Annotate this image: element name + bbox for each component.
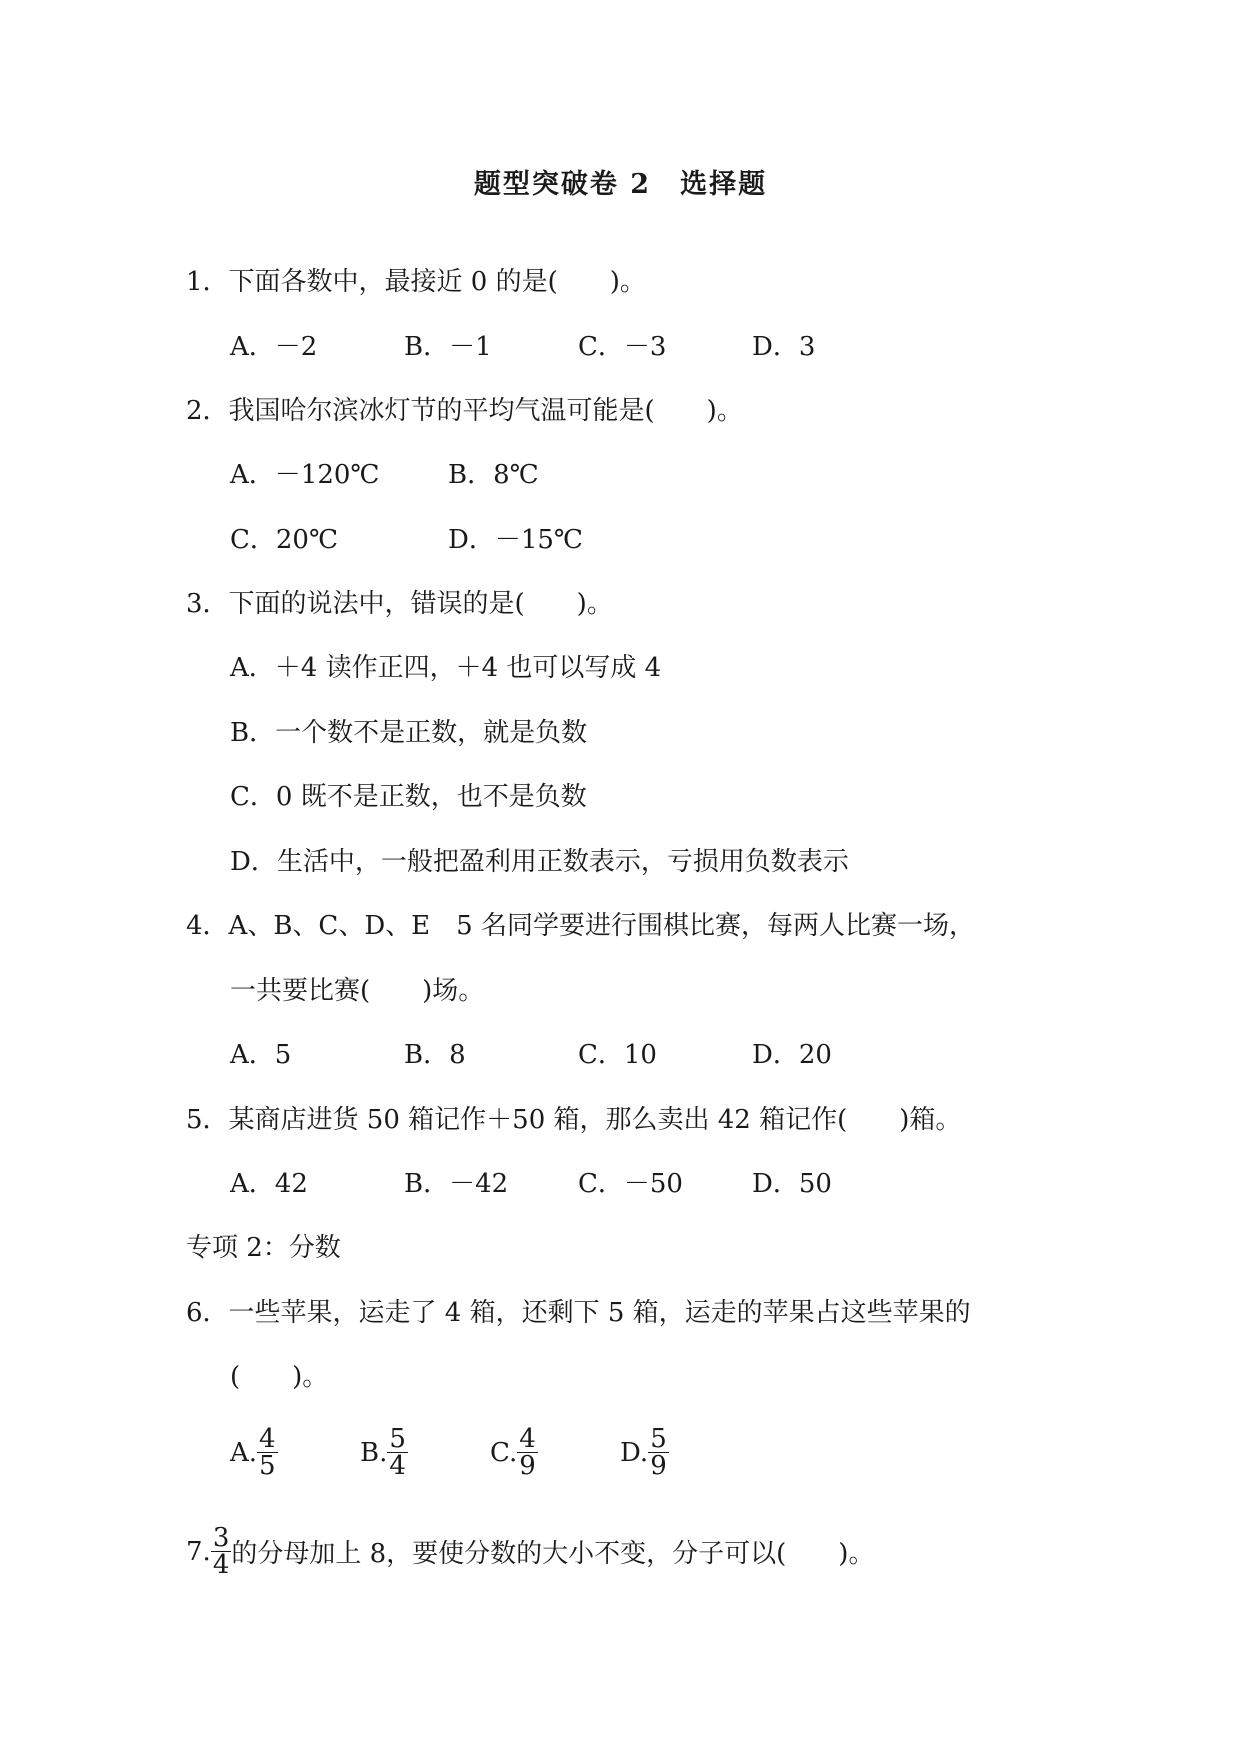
q4-option-c: C．10 bbox=[578, 1040, 657, 1070]
section-heading-fractions: 专项 2：分数 bbox=[186, 1233, 341, 1263]
question-6-stem-line1: 6．一些苹果，运走了 4 箱，还剩下 5 箱，运走的苹果占这些苹果的 bbox=[186, 1298, 971, 1328]
page-title: 题型突破卷 2 选择题 bbox=[473, 169, 768, 200]
fraction bbox=[517, 1426, 538, 1479]
fraction-numerator: 3 bbox=[212, 1523, 230, 1553]
q5-option-b: B．－42 bbox=[404, 1169, 509, 1199]
question-6-stem-line2: ( )。 bbox=[230, 1362, 329, 1392]
q3-option-b: B．一个数不是正数，就是负数 bbox=[230, 718, 588, 748]
q4-option-d: D．20 bbox=[752, 1040, 832, 1070]
fraction bbox=[211, 1525, 232, 1578]
question-5-stem: 5．某商店进货 50 箱记作＋50 箱，那么卖出 42 箱记作( )箱。 bbox=[186, 1105, 962, 1135]
q1-option-a: A．－2 bbox=[230, 332, 318, 362]
option-letter: A. bbox=[230, 1437, 258, 1468]
fraction-denominator: 4 bbox=[389, 1451, 406, 1481]
question-1-stem: 1．下面各数中，最接近 0 的是( )。 bbox=[186, 267, 646, 297]
q2-option-a: A．－120℃ bbox=[230, 460, 380, 490]
fraction-numerator: 4 bbox=[519, 1424, 536, 1454]
q4-option-b: B．8 bbox=[404, 1040, 466, 1070]
fraction-numerator: 4 bbox=[259, 1424, 276, 1454]
question-7-stem bbox=[186, 1525, 874, 1578]
fraction bbox=[648, 1426, 669, 1479]
option-letter: D. bbox=[620, 1437, 649, 1468]
q5-option-d: D．50 bbox=[752, 1169, 832, 1199]
question-3-stem: 3．下面的说法中，错误的是( )。 bbox=[186, 589, 613, 619]
q1-option-c: C．－3 bbox=[578, 332, 667, 362]
option-letter: B. bbox=[360, 1437, 388, 1468]
q2-option-c: C．20℃ bbox=[230, 525, 339, 555]
fraction bbox=[387, 1426, 408, 1479]
q2-option-d: D．－15℃ bbox=[448, 525, 584, 555]
q4-option-a: A．5 bbox=[230, 1040, 292, 1070]
fraction-numerator: 5 bbox=[650, 1424, 667, 1454]
question-4-stem-line2: 一共要比赛( )场。 bbox=[230, 976, 485, 1006]
fraction-denominator: 9 bbox=[650, 1451, 667, 1481]
question-4-stem-line1: 4．A、B、C、D、E 5 名同学要进行围棋比赛，每两人比赛一场， bbox=[186, 911, 975, 941]
q3-option-a: A．＋4 读作正四，＋4 也可以写成 4 bbox=[230, 653, 662, 683]
q6-option-b bbox=[360, 1426, 408, 1479]
question-number: 7. bbox=[186, 1536, 211, 1567]
question-2-stem: 2．我国哈尔滨冰灯节的平均气温可能是( )。 bbox=[186, 396, 743, 426]
q6-option-c bbox=[490, 1426, 538, 1479]
fraction bbox=[257, 1426, 278, 1479]
q6-option-d bbox=[620, 1426, 669, 1479]
question-7-text: 的分母加上 8，要使分数的大小不变，分子可以( )。 bbox=[231, 1539, 875, 1569]
q5-option-c: C．－50 bbox=[578, 1169, 683, 1199]
fraction-denominator: 5 bbox=[259, 1451, 276, 1481]
q1-option-b: B．－1 bbox=[404, 332, 492, 362]
fraction-numerator: 5 bbox=[389, 1424, 406, 1454]
q3-option-d: D．生活中，一般把盈利用正数表示，亏损用负数表示 bbox=[230, 847, 849, 877]
fraction-denominator: 4 bbox=[212, 1550, 230, 1580]
q6-option-a bbox=[230, 1426, 278, 1479]
q3-option-c: C．0 既不是正数，也不是负数 bbox=[230, 782, 587, 812]
q2-option-b: B．8℃ bbox=[448, 460, 539, 490]
option-letter: C. bbox=[490, 1437, 518, 1468]
q1-option-d: D．3 bbox=[752, 332, 816, 362]
q5-option-a: A．42 bbox=[230, 1169, 308, 1199]
fraction-denominator: 9 bbox=[519, 1451, 536, 1481]
